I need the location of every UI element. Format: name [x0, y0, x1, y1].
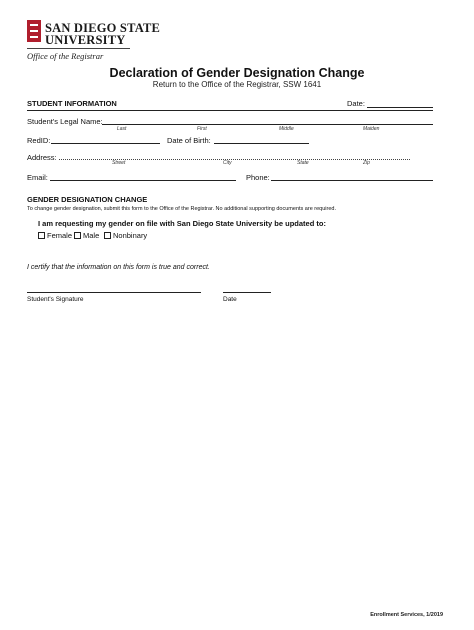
legal-name-label: Student's Legal Name: — [27, 117, 103, 126]
address-part-state: State — [297, 160, 309, 166]
gender-change-instructions: To change gender designation, submit this form to the Office of the Registrar. No additional supporting documents are required. — [27, 206, 336, 212]
gender-request-text: I am requesting my gender on file with San Diego State University be updated to: — [38, 219, 326, 228]
legal-name-field[interactable] — [102, 124, 433, 125]
form-title: Declaration of Gender Designation Change — [109, 66, 365, 80]
footer-text: Enrollment Services, 1/2019 — [370, 612, 443, 618]
redid-field[interactable] — [51, 143, 160, 144]
address-part-zip: Zip — [363, 160, 370, 166]
nonbinary-label: Nonbinary — [113, 231, 148, 240]
signature-date-label: Date — [223, 296, 237, 303]
logo-divider — [27, 48, 130, 49]
student-info-heading: STUDENT INFORMATION — [27, 99, 117, 108]
email-field[interactable] — [50, 180, 236, 181]
female-checkbox[interactable] — [38, 232, 45, 239]
signature-label: Student's Signature — [27, 296, 84, 303]
certification-statement: I certify that the information on this form is true and correct. — [27, 264, 210, 271]
address-part-city: City — [223, 160, 232, 166]
form-subtitle: Return to the Office of the Registrar, SSW 1641 — [152, 80, 322, 89]
email-label: Email: — [27, 173, 48, 182]
section-divider — [27, 110, 433, 111]
address-part-street: Street — [112, 160, 126, 166]
dob-label: Date of Birth: — [167, 136, 211, 145]
female-label: Female — [47, 231, 73, 240]
university-name-line2: UNIVERSITY — [45, 33, 126, 47]
date-label: Date: — [347, 99, 365, 108]
male-checkbox[interactable] — [74, 232, 81, 239]
signature-date-field[interactable] — [223, 292, 271, 293]
university-name-line1: SAN DIEGO STATE — [45, 21, 161, 35]
office-name: Office of the Registrar — [27, 51, 104, 61]
date-field[interactable] — [367, 107, 433, 108]
sdsu-logo-icon — [27, 20, 41, 42]
option-male[interactable] — [74, 231, 99, 240]
address-label: Address: — [27, 153, 57, 162]
name-part-middle: Middle — [279, 126, 294, 132]
signature-field[interactable] — [27, 292, 201, 293]
gender-change-heading: GENDER DESIGNATION CHANGE — [27, 195, 148, 204]
dob-field[interactable] — [214, 143, 309, 144]
nonbinary-checkbox[interactable] — [104, 232, 111, 239]
name-part-maiden: Maiden — [363, 126, 380, 132]
male-label: Male — [83, 231, 100, 240]
option-nonbinary[interactable] — [104, 231, 147, 240]
phone-field[interactable] — [271, 180, 433, 181]
phone-label: Phone: — [246, 173, 270, 182]
redid-label: RedID: — [27, 136, 51, 145]
name-part-first: First — [197, 126, 207, 132]
name-part-last: Last — [117, 126, 127, 132]
option-female[interactable] — [38, 231, 72, 240]
